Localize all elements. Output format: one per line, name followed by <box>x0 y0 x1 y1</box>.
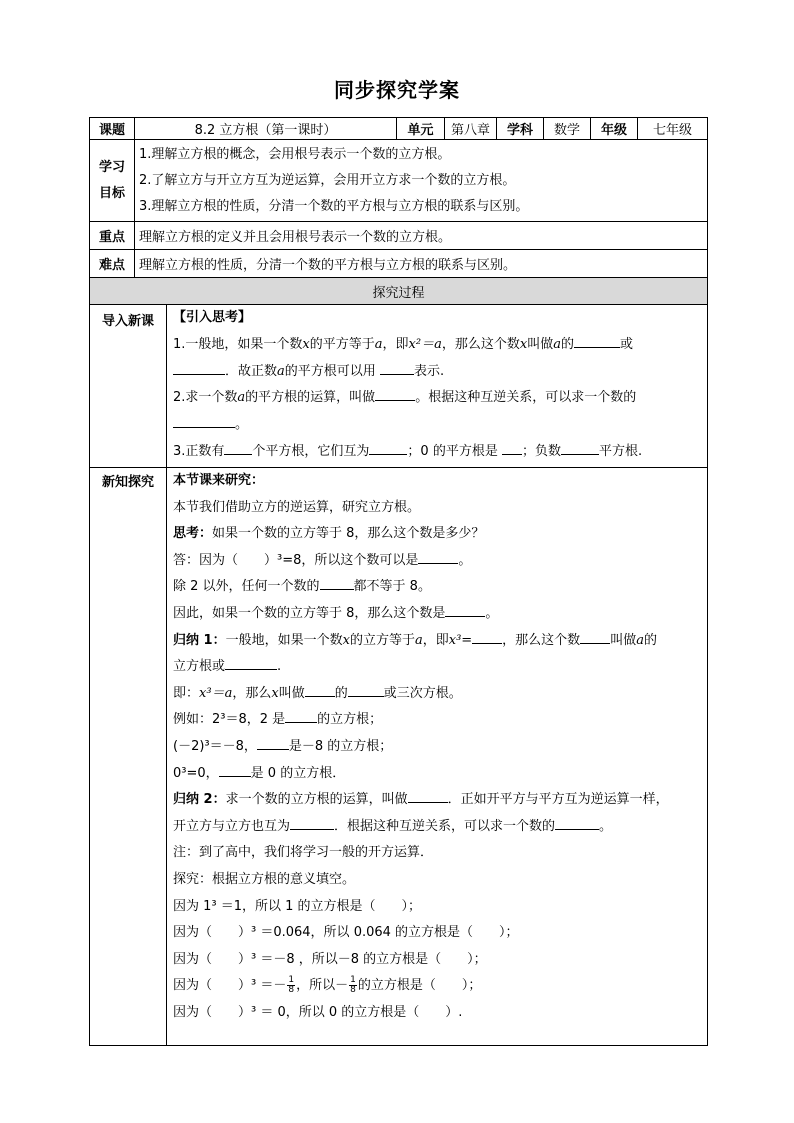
nk-generalize-1b: 立方根或 . <box>171 654 703 681</box>
nk-except: 除 2 以外，任何一个数的 都不等于 8。 <box>171 574 703 601</box>
page-title: 同步探究学案 <box>334 78 460 102</box>
goal-item: 3.理解立方根的性质，分清一个数的平方根与立方根的联系与区别。 <box>139 198 529 214</box>
fill-blank[interactable] <box>408 788 448 803</box>
newknowledge-content <box>167 468 708 1046</box>
nk-generalize-2b: 开立方与立方也互为 ．根据这种互逆关系，可以求一个数的 。 <box>171 814 703 841</box>
goal-item: 2.了解立方与开立方互为逆运算，会用开立方求一个数的立方根。 <box>139 172 516 188</box>
unit-value: 第八章 <box>445 118 497 140</box>
intro-line-1: 1.一般地，如果一个数x的平方等于a，即x²＝a，那么这个数x叫做a的 或 <box>171 332 703 359</box>
fill-blank[interactable] <box>502 440 522 455</box>
intro-line-3: 2.求一个数a的平方根的运算，叫做 。根据这种互逆关系，可以求一个数的 <box>171 385 703 412</box>
fill-blank[interactable] <box>173 360 225 375</box>
fill-blank[interactable] <box>472 629 502 644</box>
grade-value: 七年级 <box>638 118 708 140</box>
intro-content <box>167 305 708 468</box>
goal-item: 1.理解立方根的概念，会用根号表示一个数的立方根。 <box>139 146 451 162</box>
unit-label: 单元 <box>397 118 445 140</box>
focus-text: 理解立方根的定义并且会用根号表示一个数的立方根。 <box>135 222 708 250</box>
intro-row <box>90 305 708 468</box>
difficulty-row <box>90 250 708 278</box>
fill-blank[interactable] <box>369 440 407 455</box>
focus-label: 重点 <box>90 222 135 250</box>
nk-fill-1: 因为 1³ ＝1，所以 1 的立方根是（ ）； <box>173 898 422 914</box>
fill-blank[interactable] <box>574 333 620 348</box>
goals-label-line2: 目标 <box>98 185 125 201</box>
intro-line-2: ．故正数a的平方根可以用 表示. <box>171 359 703 386</box>
nk-generalize-1: 归纳 1：一般地，如果一个数x的立方等于a，即x³= ，那么这个数 叫做a的 <box>171 628 703 655</box>
subject-label: 学科 <box>497 118 544 140</box>
intro-line-4: 。 <box>171 412 703 439</box>
header-row <box>90 118 708 140</box>
section-row <box>90 278 708 305</box>
intro-label: 导入新课 <box>90 305 167 468</box>
intro-heading: 【引入思考】 <box>173 310 252 325</box>
focus-row <box>90 222 708 250</box>
nk-answer: 答：因为（ ）³=8，所以这个数可以是 。 <box>171 548 703 575</box>
fill-blank[interactable] <box>219 762 251 777</box>
nk-fill-5: 因为（ ）³ ＝ 0，所以 0 的立方根是（ ）. <box>173 1004 463 1020</box>
fill-blank[interactable] <box>305 682 335 697</box>
fill-blank[interactable] <box>555 815 599 830</box>
goals-label <box>90 140 135 222</box>
grade-label: 年级 <box>591 118 638 140</box>
section-title: 探究过程 <box>90 278 708 305</box>
topic-value: 8.2 立方根（第一课时） <box>135 118 397 140</box>
difficulty-label: 难点 <box>90 250 135 278</box>
fraction-one-eighth: $\frac{1}{8}$ <box>288 975 295 996</box>
difficulty-text: 理解立方根的性质，分清一个数的平方根与立方根的联系与区别。 <box>135 250 708 278</box>
fill-blank[interactable] <box>348 682 384 697</box>
fill-blank[interactable] <box>418 549 458 564</box>
nk-fill-3: 因为（ ）³ ＝－8 ，所以－8 的立方根是（ ）； <box>173 951 487 967</box>
fill-blank[interactable] <box>580 629 610 644</box>
nk-generalize-2: 归纳 2：求一个数的立方根的运算，叫做 ．正如开平方与平方互为逆运算一样， <box>171 787 703 814</box>
goals-list <box>135 140 708 222</box>
study-sheet-table <box>89 117 708 1046</box>
subject-value: 数学 <box>544 118 591 140</box>
nk-note: 注：到了高中，我们将学习一般的开方运算． <box>173 845 434 861</box>
fill-blank[interactable] <box>561 440 599 455</box>
fill-blank[interactable] <box>225 655 277 670</box>
nk-heading: 本节课来研究： <box>173 473 265 488</box>
fill-blank[interactable] <box>320 575 354 590</box>
nk-fill-2: 因为（ ）³ ＝0.064，所以 0.064 的立方根是（ ）； <box>173 925 519 941</box>
fill-blank[interactable] <box>445 602 485 617</box>
fill-blank[interactable] <box>375 386 415 401</box>
fill-blank[interactable] <box>290 815 334 830</box>
goals-row <box>90 140 708 222</box>
nk-thus: 因此，如果一个数的立方等于 8，那么这个数是 。 <box>171 601 703 628</box>
fill-blank[interactable] <box>380 360 414 375</box>
nk-namely: 即：x³＝a，那么x叫做 的 或三次方根。 <box>171 681 703 708</box>
nk-line: 本节我们借助立方的逆运算，研究立方根。 <box>173 499 421 515</box>
fill-blank[interactable] <box>285 708 317 723</box>
nk-fill-4: 因为（ ）³ ＝－ $\frac{1}{8}$ ，所以－ $\frac{1}{8}$ 的立方根是（ ）； <box>173 975 482 996</box>
nk-example-3: 0³=0， 是 0 的立方根． <box>171 761 703 788</box>
newknowledge-label: 新知探究 <box>90 468 167 1046</box>
fill-blank[interactable] <box>173 413 235 428</box>
newknowledge-row <box>90 468 708 1046</box>
topic-label: 课题 <box>90 118 135 140</box>
nk-think: 思考：如果一个数的立方等于 8，那么这个数是多少？ <box>173 526 485 542</box>
nk-example-1: 例如：2³＝8，2 是 的立方根； <box>171 707 703 734</box>
fill-blank[interactable] <box>224 440 252 455</box>
fill-blank[interactable] <box>257 735 289 750</box>
nk-example-2: (－2)³＝－8， 是－8 的立方根； <box>171 734 703 761</box>
nk-explore: 探究：根据立方根的意义填空。 <box>173 871 356 887</box>
fraction-one-eighth: $\frac{1}{8}$ <box>350 975 356 996</box>
intro-line-5: 3.正数有 个平方根，它们互为 ；0 的平方根是 ；负数 平方根. <box>171 439 703 466</box>
goals-label-line1: 学习 <box>98 159 125 175</box>
